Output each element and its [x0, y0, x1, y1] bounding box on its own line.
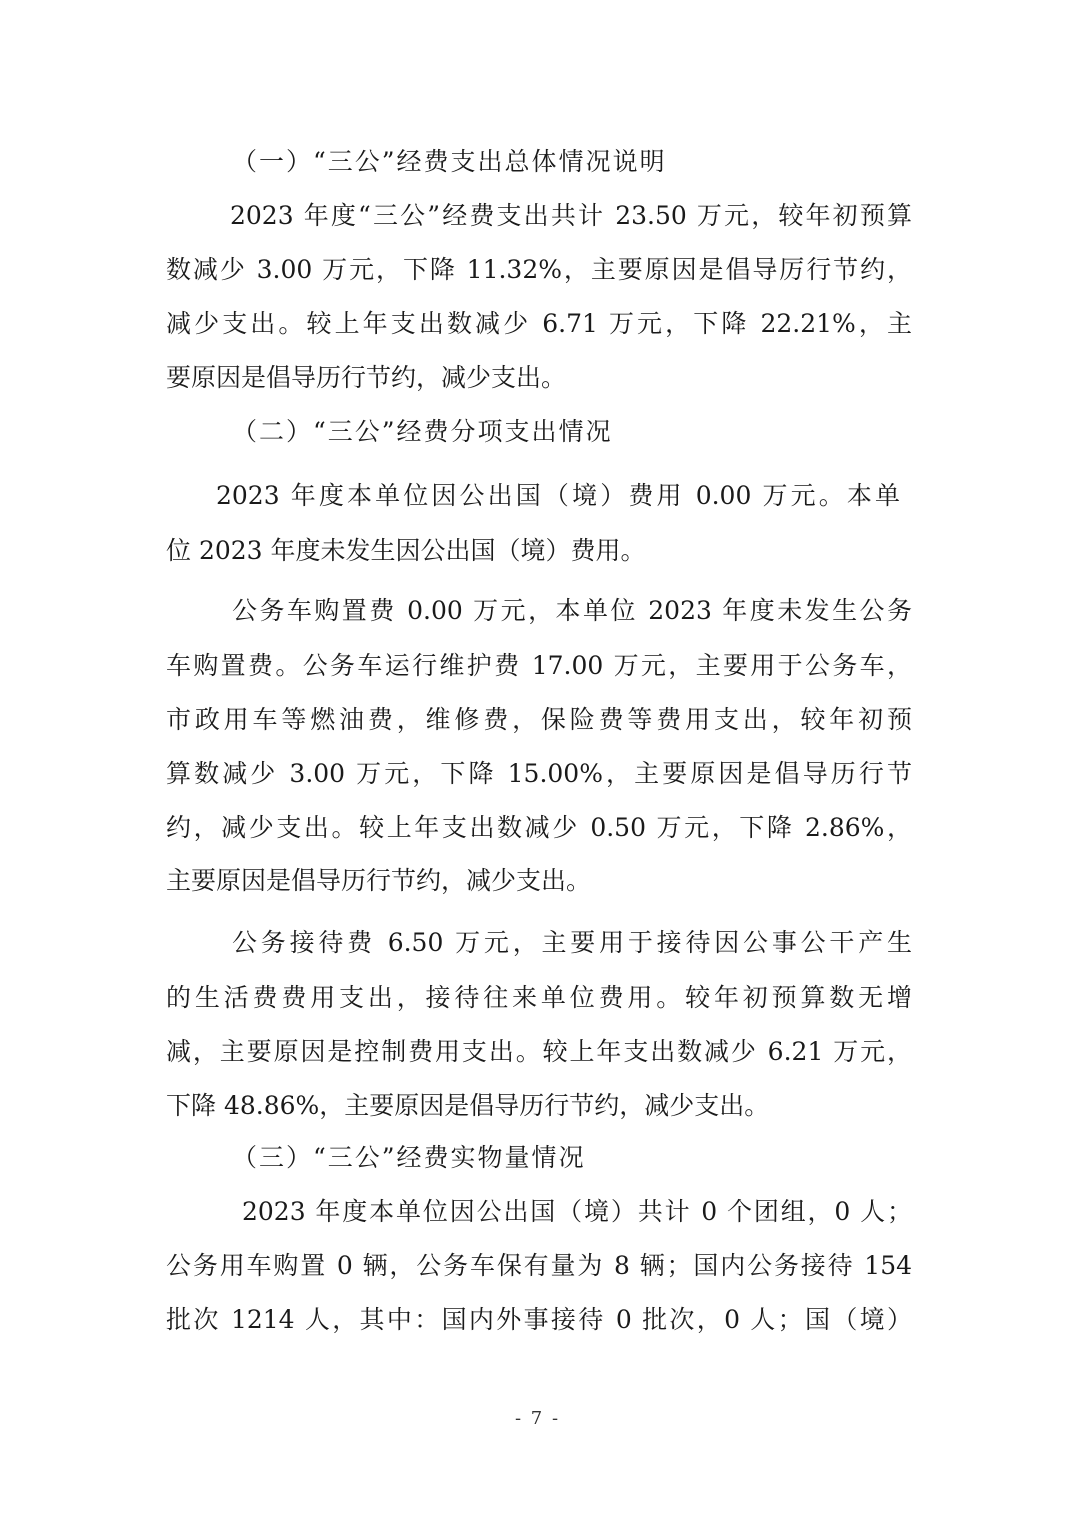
paragraph-line: 公务用车购置 0 辆，公务车保有量为 8 辆；国内公务接待 154: [166, 1251, 912, 1280]
paragraph-line: 市政用车等燃油费，维修费，保险费等费用支出，较年初预: [166, 705, 912, 734]
paragraph-line: 2023 年度本单位因公出国（境）共计 0 个团组，0 人；: [242, 1197, 912, 1226]
paragraph-line: 批次 1214 人，其中：国内外事接待 0 批次，0 人；国（境）: [166, 1305, 912, 1334]
paragraph-line: 2023 年度“三公”经费支出共计 23.50 万元，较年初预算: [230, 201, 912, 230]
paragraph-line: 主要原因是倡导历行节约，减少支出。: [166, 866, 592, 895]
paragraph-line: 数减少 3.00 万元，下降 11.32%，主要原因是倡导厉行节约，: [166, 255, 912, 284]
paragraph-line: 公务车购置费 0.00 万元，本单位 2023 年度未发生公务: [232, 596, 912, 625]
paragraph-line: 车购置费。公务车运行维护费 17.00 万元，主要用于公务车，: [166, 651, 912, 680]
paragraph-line: 算数减少 3.00 万元，下降 15.00%，主要原因是倡导历行节: [166, 759, 912, 788]
paragraph-line: 2023 年度本单位因公出国（境）费用 0.00 万元。本单: [216, 481, 900, 510]
section-heading-itemized: （二）“三公”经费分项支出情况: [232, 417, 613, 446]
paragraph-line: 下降 48.86%，主要原因是倡导历行节约，减少支出。: [166, 1091, 770, 1120]
paragraph-line: 减，主要原因是控制费用支出。较上年支出数减少 6.21 万元，: [166, 1037, 912, 1066]
section-heading-overall: （一）“三公”经费支出总体情况说明: [232, 147, 667, 176]
section-heading-physical: （三）“三公”经费实物量情况: [232, 1143, 586, 1172]
page-number: - 7 -: [514, 1408, 561, 1429]
paragraph-line: 公务接待费 6.50 万元，主要用于接待因公事公干产生: [232, 928, 912, 957]
paragraph-line: 约，减少支出。较上年支出数减少 0.50 万元，下降 2.86%，: [166, 813, 912, 842]
paragraph-line: 要原因是倡导历行节约，减少支出。: [166, 363, 567, 392]
paragraph-line: 的生活费费用支出，接待往来单位费用。较年初预算数无增: [166, 983, 912, 1012]
paragraph-line: 减少支出。较上年支出数减少 6.71 万元，下降 22.21%，主: [166, 309, 912, 338]
paragraph-line: 位 2023 年度未发生因公出国（境）费用。: [166, 536, 646, 565]
